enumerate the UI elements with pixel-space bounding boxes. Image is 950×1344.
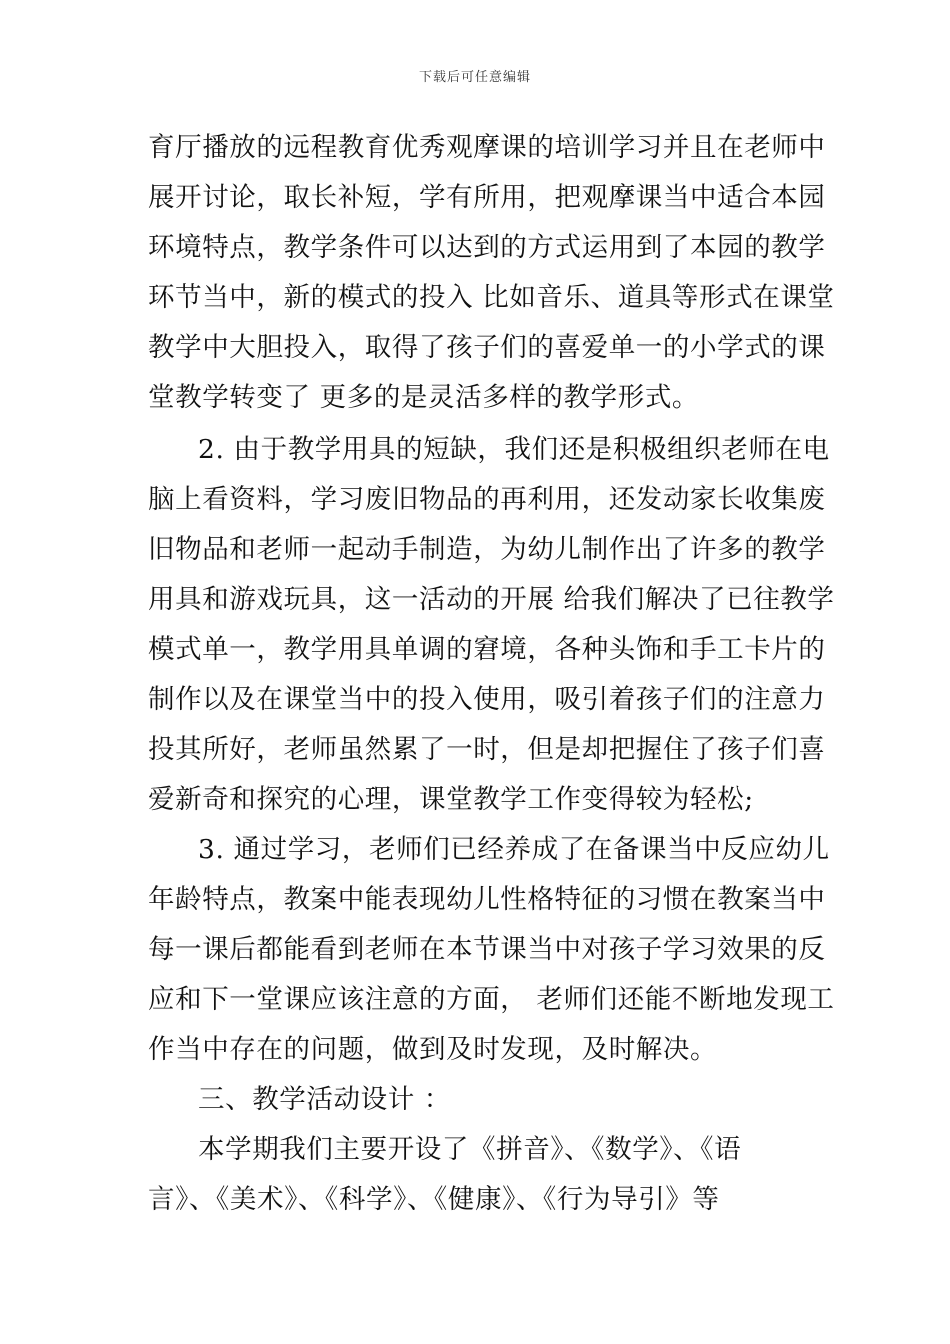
- text-line-paragraph-start: 2. 由于教学用具的短缺，我们还是积极组织老师在电: [198, 434, 830, 465]
- text-line: 每一课后都能看到老师在本节课当中对孩子学习效果的反: [148, 934, 826, 965]
- page-header: 下载后可任意编辑: [418, 70, 531, 85]
- text-line: 模式单一，教学用具单调的窘境，各种头饰和手工卡片的: [148, 634, 826, 665]
- text-line: 投其所好，老师虽然累了一时，但是却把握住了孩子们喜: [148, 734, 826, 765]
- text-line: 堂教学转变了 更多的是灵活多样的教学形式。: [148, 382, 700, 413]
- text-line: 环境特点，教学条件可以达到的方式运用到了本园的教学: [148, 232, 826, 263]
- text-line: 制作以及在课堂当中的投入使用，吸引着孩子们的注意力: [148, 684, 826, 715]
- text-line: 育厅播放的远程教育优秀观摩课的培训学习并且在老师中: [148, 132, 826, 163]
- text-line: 脑上看资料，学习废旧物品的再利用，还发动家长收集废: [148, 484, 826, 515]
- text-line-paragraph-start: 本学期我们主要开设了《拼音》、《数学》、《语: [198, 1134, 742, 1165]
- text-line: 应和下一堂课应该注意的方面， 老师们还能不断地发现工: [148, 984, 835, 1015]
- text-line-paragraph-start: 3. 通过学习，老师们已经养成了在备课当中反应幼儿: [198, 834, 830, 865]
- text-line: 用具和游戏玩具，这一活动的开展 给我们解决了已往教学: [148, 584, 835, 615]
- text-line: 旧物品和老师一起动手制造，为幼儿制作出了许多的教学: [148, 534, 826, 565]
- text-line: 言》、《美术》、《科学》、《健康》、《行为导引》等: [148, 1184, 720, 1215]
- text-line: 作当中存在的问题，做到及时发现，及时解决。: [148, 1034, 718, 1065]
- text-line: 年龄特点，教案中能表现幼儿性格特征的习惯在教案当中: [148, 884, 826, 915]
- text-line: 环节当中，新的模式的投入 比如音乐、道具等形式在课堂: [148, 282, 835, 313]
- text-line: 教学中大胆投入，取得了孩子们的喜爱单一的小学式的课: [148, 332, 826, 363]
- text-line: 展开讨论，取长补短，学有所用，把观摩课当中适合本园: [148, 182, 826, 213]
- section-heading: 三、教学活动设计 ：: [198, 1084, 451, 1115]
- text-line: 爱新奇和探究的心理，课堂教学工作变得较为轻松;: [148, 784, 754, 815]
